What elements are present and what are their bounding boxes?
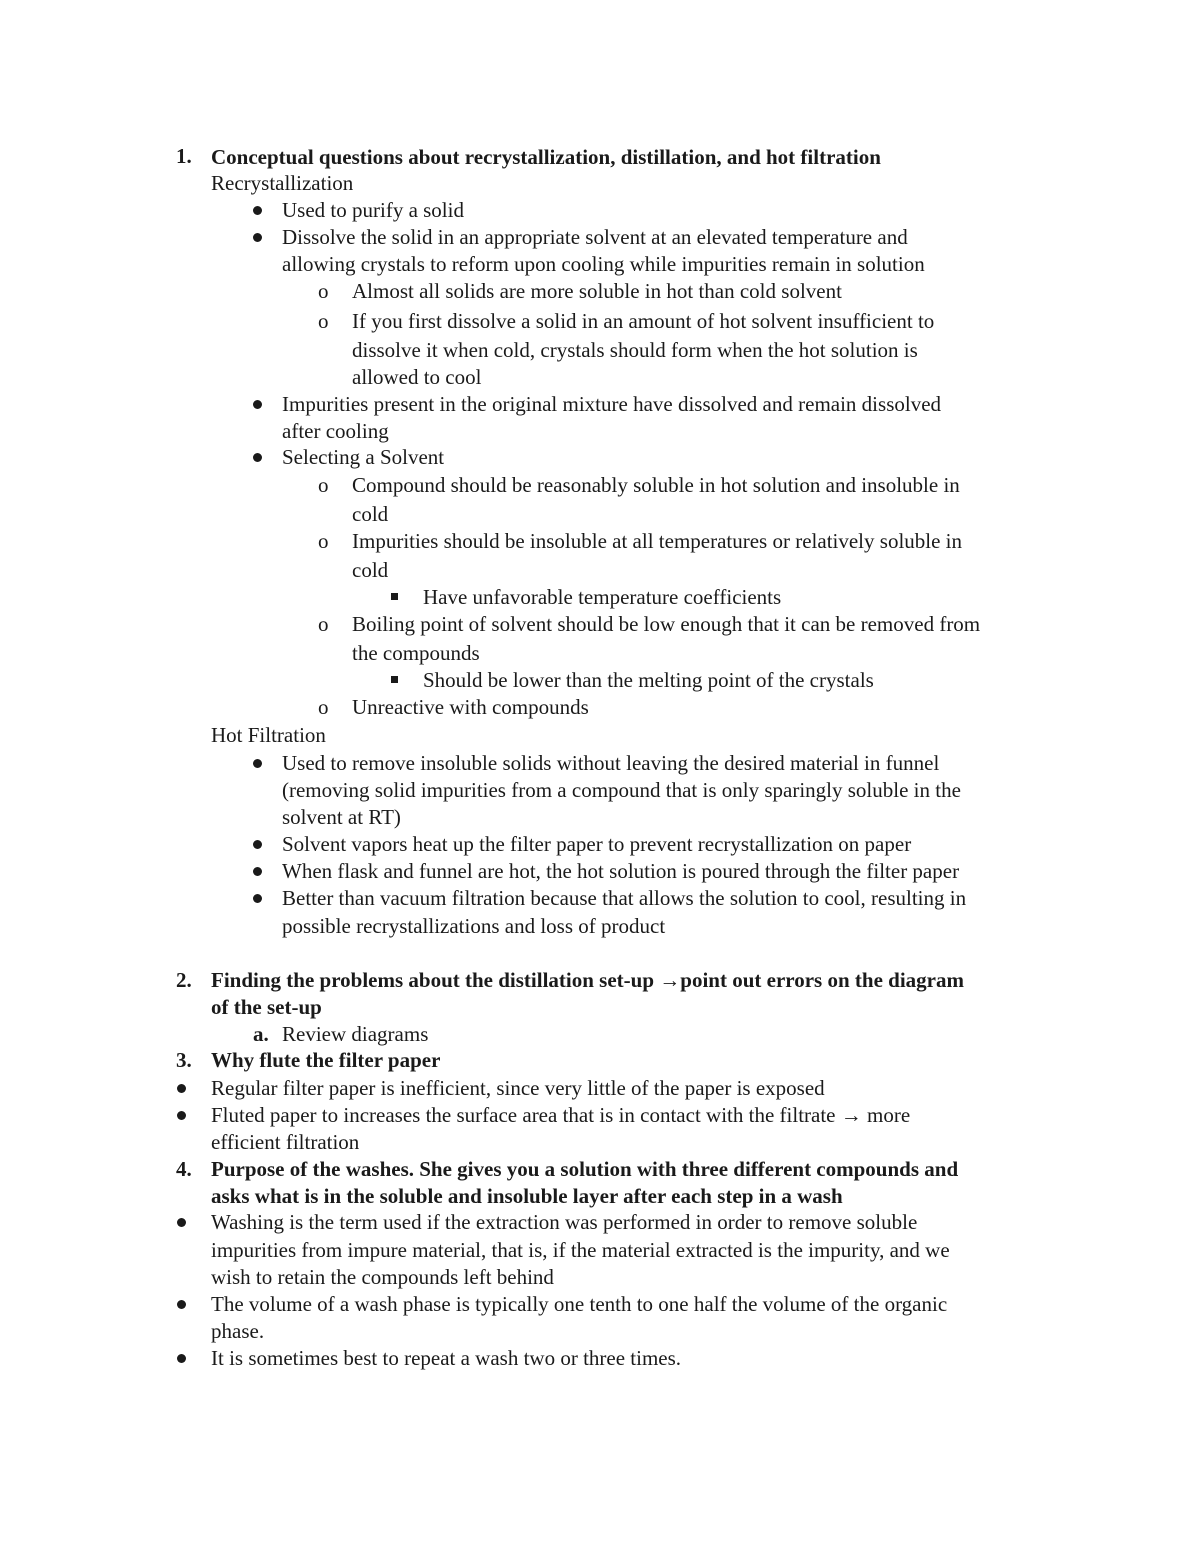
bullet-icon [253, 894, 262, 903]
sub-list-item: Compound should be reasonably soluble in hot solution and insoluble in [352, 473, 960, 497]
bullet-icon [253, 759, 262, 768]
q3-number: 3. [176, 1048, 192, 1072]
bullet-icon [253, 400, 262, 409]
q4-number: 4. [176, 1157, 192, 1181]
list-item-continued: phase. [211, 1319, 265, 1343]
list-item-continued: wish to retain the compounds left behind [211, 1265, 554, 1289]
square-bullet-icon [391, 676, 398, 683]
q2-heading-part1: Finding the problems about the distillation set-up [211, 968, 660, 992]
q2-heading [211, 967, 964, 993]
bullet-icon [177, 1354, 186, 1363]
list-item: When flask and funnel are hot, the hot solution is poured through the filter paper [282, 859, 960, 883]
bullet-icon [253, 453, 262, 462]
bullet-icon [177, 1084, 186, 1093]
bullet-icon [177, 1300, 186, 1309]
q2-heading-continued: of the set-up [211, 995, 322, 1019]
sub-list-item: Unreactive with compounds [352, 695, 589, 719]
q1-heading: Conceptual questions about recrystallization, distillation, and hot filtration [211, 145, 881, 169]
list-item-continued: allowing crystals to reform upon cooling while impurities remain in solution [282, 252, 925, 276]
sub-list-item-continued: cold [352, 502, 389, 526]
list-item: Solvent vapors heat up the filter paper to prevent recrystallization on paper [282, 832, 912, 856]
sub-item-letter: a. [253, 1022, 269, 1046]
bullet-icon [177, 1218, 186, 1227]
sub-sub-list-item: Should be lower than the melting point of the crystals [423, 668, 874, 692]
list-item: Better than vacuum filtration because that allows the solution to cool, resulting in [282, 886, 967, 910]
q4-heading: Purpose of the washes. She gives you a solution with three different compounds and [211, 1157, 959, 1181]
list-item-continued: efficient filtration [211, 1130, 360, 1154]
list-item-part2: more [861, 1103, 911, 1127]
list-item-continued: after cooling [282, 419, 389, 443]
sub-list-item: Boiling point of solvent should be low enough that it can be removed from [352, 612, 981, 636]
circle-bullet-icon: o [318, 695, 329, 719]
sub-list-item: If you first dissolve a solid in an amount of hot solvent insufficient to [352, 309, 935, 333]
list-item: Used to purify a solid [282, 198, 464, 222]
list-item-continued: impurities from impure material, that is, if the material extracted is the impurity, and we [211, 1238, 950, 1262]
list-item: Used to remove insoluble solids without leaving the desired material in funnel [282, 751, 940, 775]
q2-heading-part2: point out errors on the diagram [680, 968, 964, 992]
square-bullet-icon [391, 593, 398, 600]
bullet-icon [177, 1111, 186, 1120]
list-item: Selecting a Solvent [282, 445, 445, 469]
bullet-icon [253, 840, 262, 849]
circle-bullet-icon: o [318, 279, 329, 303]
circle-bullet-icon: o [318, 473, 329, 497]
list-item-continued: possible recrystallizations and loss of product [282, 914, 666, 938]
list-item-continued: (removing solid impurities from a compound that is only sparingly soluble in the [282, 778, 961, 802]
list-item: Impurities present in the original mixture have dissolved and remain dissolved [282, 392, 942, 416]
q1-number: 1. [176, 144, 192, 168]
bullet-icon [253, 233, 262, 242]
q2-number: 2. [176, 968, 192, 992]
sub-list-item-continued: cold [352, 558, 389, 582]
q4-heading-continued: asks what is in the soluble and insoluble layer after each step in a wash [211, 1184, 843, 1208]
list-item: Dissolve the solid in an appropriate solvent at an elevated temperature and [282, 225, 908, 249]
circle-bullet-icon: o [318, 309, 329, 333]
circle-bullet-icon: o [318, 529, 329, 553]
sub-item: Review diagrams [282, 1022, 429, 1046]
recrystallization-title: Recrystallization [211, 171, 354, 195]
sub-list-item-continued: allowed to cool [352, 365, 482, 389]
sub-list-item: Impurities should be insoluble at all temperatures or relatively soluble in [352, 529, 963, 553]
list-item-continued: solvent at RT) [282, 805, 401, 829]
list-item: The volume of a wash phase is typically one tenth to one half the volume of the organic [211, 1292, 948, 1316]
list-item: Washing is the term used if the extraction was performed in order to remove soluble [211, 1210, 918, 1234]
sub-list-item-continued: the compounds [352, 641, 480, 665]
list-item [211, 1102, 910, 1128]
list-item: Regular filter paper is inefficient, since very little of the paper is exposed [211, 1076, 825, 1100]
bullet-icon [253, 206, 262, 215]
list-item: It is sometimes best to repeat a wash two or three times. [211, 1346, 682, 1370]
sub-sub-list-item: Have unfavorable temperature coefficients [423, 585, 782, 609]
hot-filtration-title: Hot Filtration [211, 723, 326, 747]
list-item-part1: Fluted paper to increases the surface area that is in contact with the filtrate [211, 1103, 841, 1127]
bullet-icon [253, 867, 262, 876]
right-arrow-icon: → [659, 968, 681, 992]
sub-list-item-continued: dissolve it when cold, crystals should form when the hot solution is [352, 338, 918, 362]
right-arrow-icon: → [840, 1103, 862, 1127]
q3-heading: Why flute the filter paper [211, 1048, 441, 1072]
sub-list-item: Almost all solids are more soluble in hot than cold solvent [352, 279, 842, 303]
circle-bullet-icon: o [318, 612, 329, 636]
